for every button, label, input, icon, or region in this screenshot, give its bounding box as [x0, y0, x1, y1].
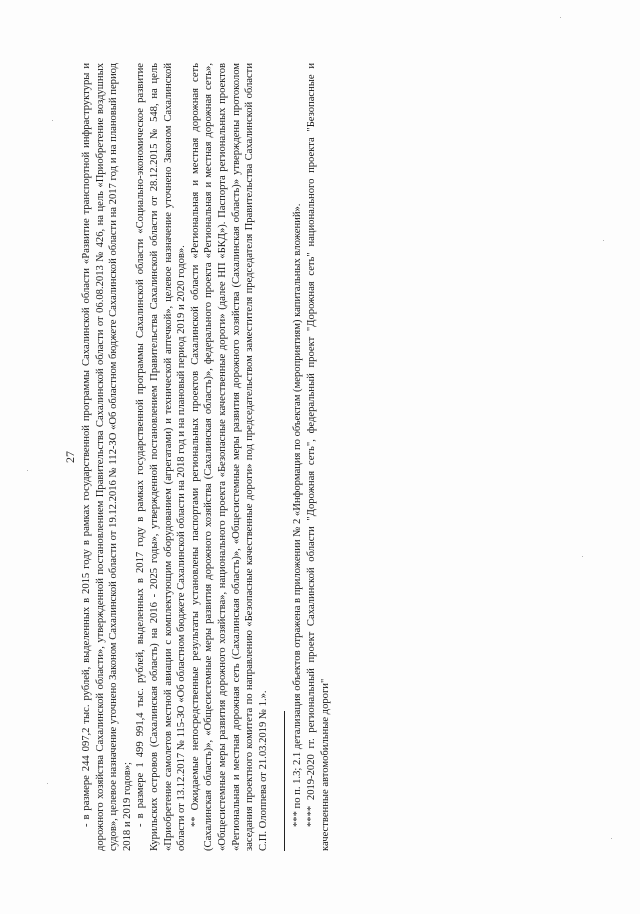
scan-speck: [582, 556, 583, 557]
rotated-page-content: [55, 57, 585, 857]
footnote-objects-detail: *** по п. 1.3; 2.1 детализация объектов отражена в приложении № 2 «Информация по объектам (мероприятиям) капитальных вложений».: [292, 203, 304, 827]
footnote-separator: [284, 711, 285, 851]
scan-speck: [52, 120, 53, 121]
paragraph-aviation-2015: - в размере 244 097,2 тыс. рублей, выделенных в 2015 году в рамках государственной программы Сахалинской области «Развитие транспортной инфраструктуры и дорожного хозяйства Сахалинской области», утвержденной постановлением Правительства Сахалинской области от 06.08.2013 № 426, на цель «Приобретение воздушных судов», целевое назначение уточнено Законом Сахалинской области от 19.12.2016 № 112-ЗО «Об областном бюджете Сахалинской области на 2017 год и на плановый период 2018 и 2019 годов»;: [81, 63, 133, 851]
scan-speck: [27, 470, 28, 471]
page-number: 27: [63, 451, 77, 463]
scan-speck: [611, 838, 612, 839]
scan-speck: [47, 783, 48, 784]
footnote-expected-results: ** Ожидаемые непосредственные результаты установлены паспортами региональных проектов Сахалинской области «Региональная и местная дорожная сеть (Сахалинская область)», «Общесистемные меры развития дорожного хозяйства (Сахалинская область)», федерального проекта «Региональная и местная дорожная сеть», «Общесистемные меры развития дорожного хозяйства», национального проекта «Безопасные качественные дороги» (далее НП «БКД»). Паспорта региональных проектов «Региональная и местная дорожная сеть (Сахалинская область)», «Общесистемные меры развития дорожного хозяйства (Сахалинская область)» утверждены протоколом заседания проектного комитета по направлению «Безопасные качественные дороги» под председательством заместителя председателя Правительства Сахалинской области С.П. Олоппева от 21.03.2019 № 1.».: [189, 63, 269, 851]
scan-speck: [560, 17, 561, 18]
footnote-road-network: **** 2019-2020 гг. региональный проект Сахалинской области "Дорожная сеть", федеральный проект "Дорожная сеть" национального проекта "Безопасные и качественные автомобильные дороги": [305, 63, 331, 851]
paragraph-aviation-2017: - в размере 1 499 991,4 тыс. рублей, выделенных в 2017 году в рамках государственной программы Сахалинской области «Социально-экономическое развитие Курильских островов (Сахалинская область) на 2016 - 2025 годы», утвержденной постановлением Правительства Сахалинской области от 28.12.2015 № 548, на цель «Приобретение самолетов местной авиации с комплектующим оборудованием (агрегатами) и технической аптечкой», целевое назначение уточнено Законом Сахалинской области от 13.12.2017 № 115-ЗО «Об областном бюджете Сахалинской области на 2018 год и на плановый период 2019 и 2020 годов».: [135, 63, 188, 851]
scan-speck: [603, 240, 604, 241]
